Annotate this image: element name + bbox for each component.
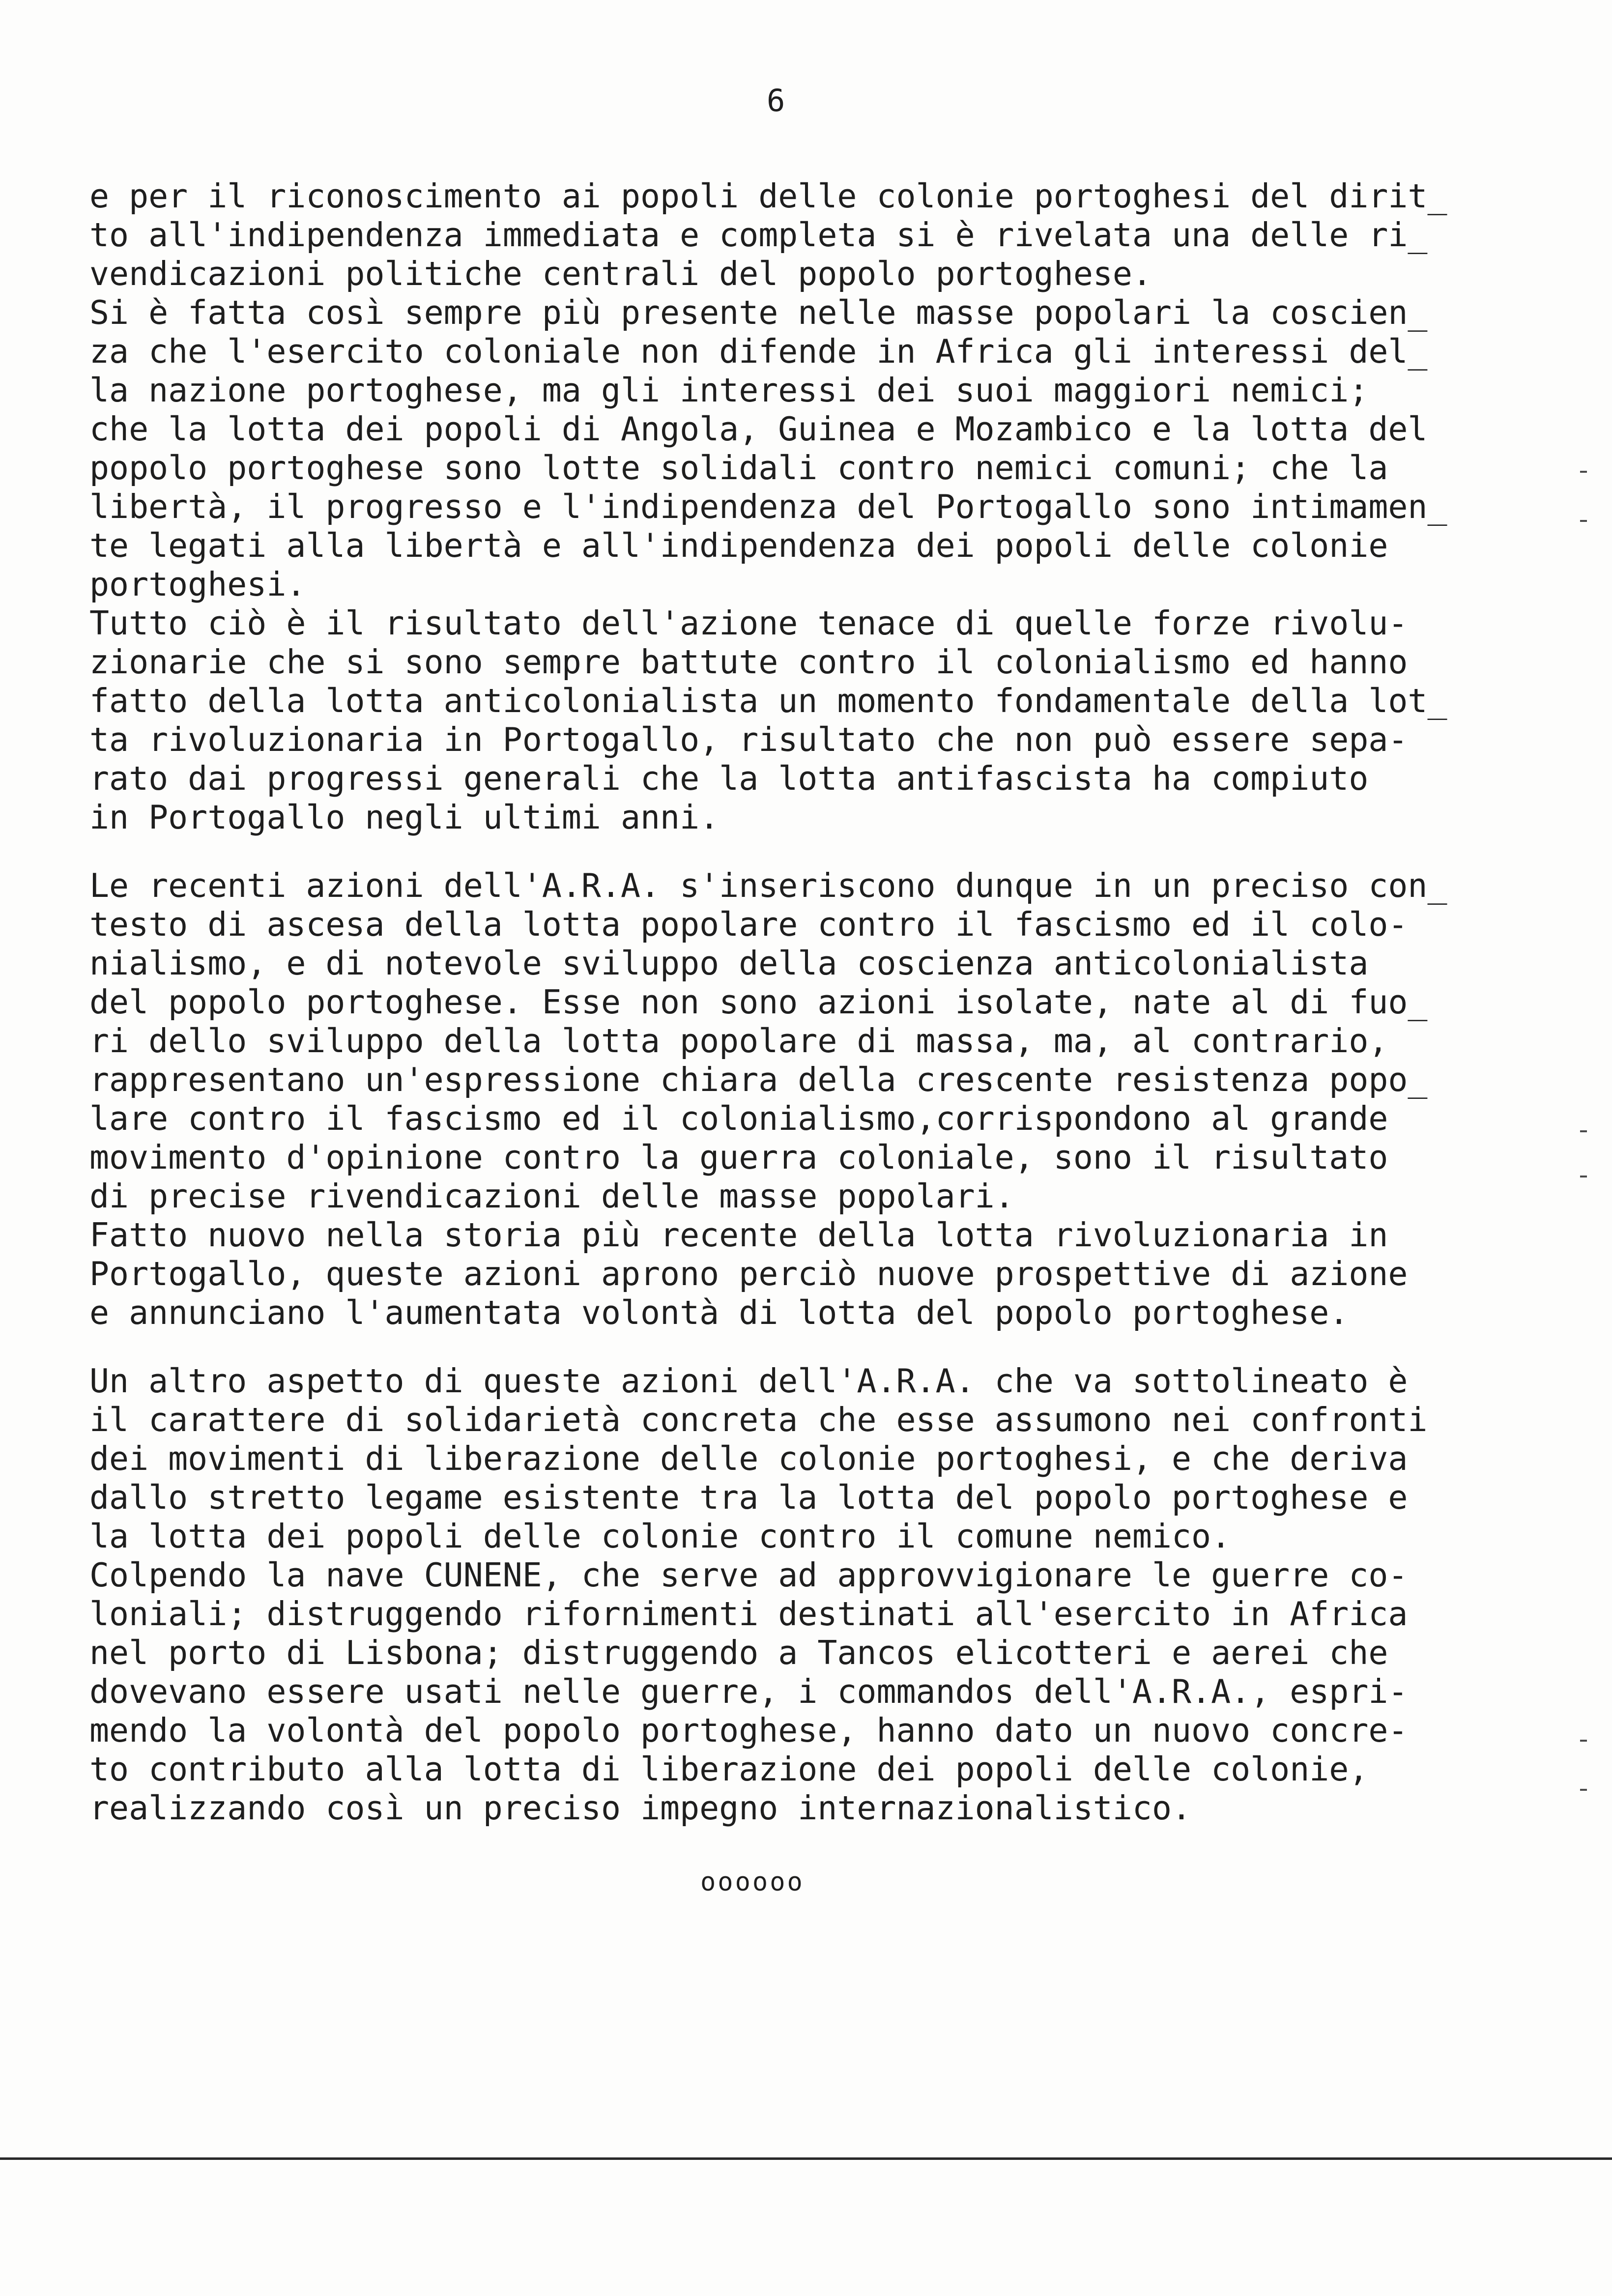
paragraph-gap	[89, 837, 1495, 866]
page-number: 6	[767, 83, 785, 118]
text-line: del popolo portoghese. Esse non sono azioni isolate, nate al di fuo_	[89, 983, 1428, 1021]
text-line: ta rivoluzionaria in Portogallo, risultato che non può essere sepa-	[89, 720, 1408, 759]
text-line: in Portogallo negli ultimi anni.	[89, 798, 720, 836]
body-text	[89, 177, 1495, 1828]
paragraph-gap	[89, 1332, 1495, 1362]
text-line: za che l'esercito coloniale non difende in Africa gli interessi del_	[89, 332, 1428, 371]
text-line: che la lotta dei popoli di Angola, Guinea e Mozambico e la lotta del	[89, 410, 1428, 448]
text-line: testo di ascesa della lotta popolare contro il fascismo ed il colo-	[89, 905, 1408, 944]
text-line: la lotta dei popoli delle colonie contro il comune nemico.	[89, 1517, 1231, 1555]
text-line: Portogallo, queste azioni aprono perciò nuove prospettive di azione	[89, 1255, 1408, 1293]
text-line: dallo stretto legame esistente tra la lotta del popolo portoghese e	[89, 1478, 1408, 1517]
text-line: to contributo alla lotta di liberazione dei popoli delle colonie,	[89, 1750, 1369, 1788]
text-line: popolo portoghese sono lotte solidali contro nemici comuni; che la	[89, 449, 1388, 487]
text-line: Un altro aspetto di queste azioni dell'A.R.A. che va sottolineato è	[89, 1362, 1408, 1400]
text-line: la nazione portoghese, ma gli interessi dei suoi maggiori nemici;	[89, 371, 1369, 409]
margin-mark	[1580, 520, 1587, 522]
text-line: libertà, il progresso e l'indipendenza del Portogallo sono intimamen_	[89, 488, 1447, 526]
text-line: fatto della lotta anticolonialista un momento fondamentale della lot_	[89, 682, 1447, 720]
text-line: to all'indipendenza immediata e completa si è rivelata una delle ri_	[89, 216, 1428, 254]
paragraph-3	[89, 1362, 1495, 1828]
text-line: lare contro il fascismo ed il colonialismo,corrispondono al grande	[89, 1099, 1388, 1138]
text-line: Si è fatta così sempre più presente nelle masse popolari la coscien_	[89, 293, 1428, 332]
section-end-mark: oooooo	[700, 1867, 805, 1897]
margin-mark	[1580, 1130, 1587, 1132]
margin-mark	[1580, 471, 1587, 473]
text-line: Le recenti azioni dell'A.R.A. s'inseriscono dunque in un preciso con_	[89, 866, 1447, 905]
paragraph-2	[89, 866, 1495, 1332]
text-line: ri dello sviluppo della lotta popolare di massa, ma, al contrario,	[89, 1022, 1388, 1060]
text-line: e per il riconoscimento ai popoli delle colonie portoghesi del dirit_	[89, 177, 1447, 215]
text-line: vendicazioni politiche centrali del popolo portoghese.	[89, 255, 1152, 293]
text-line: te legati alla libertà e all'indipendenza dei popoli delle colonie	[89, 526, 1388, 565]
text-line: zionarie che si sono sempre battute contro il colonialismo ed hanno	[89, 643, 1408, 681]
text-line: mendo la volontà del popolo portoghese, hanno dato un nuovo concre-	[89, 1711, 1408, 1750]
text-line: rappresentano un'espressione chiara della crescente resistenza popo_	[89, 1061, 1428, 1099]
text-line: Fatto nuovo nella storia più recente della lotta rivoluzionaria in	[89, 1216, 1388, 1254]
text-line: nel porto di Lisbona; distruggendo a Tancos elicotteri e aerei che	[89, 1634, 1388, 1672]
text-line: nialismo, e di notevole sviluppo della coscienza anticolonialista	[89, 944, 1369, 982]
text-line: il carattere di solidarietà concreta che esse assumono nei confronti	[89, 1401, 1428, 1439]
text-line: e annunciano l'aumentata volontà di lotta del popolo portoghese.	[89, 1293, 1349, 1332]
text-line: realizzando così un preciso impegno internazionalistico.	[89, 1789, 1192, 1827]
text-line: Tutto ciò è il risultato dell'azione tenace di quelle forze rivolu-	[89, 604, 1408, 642]
margin-mark	[1580, 1176, 1587, 1177]
paragraph-1	[89, 177, 1495, 837]
text-line: rato dai progressi generali che la lotta antifascista ha compiuto	[89, 759, 1369, 798]
margin-mark	[1580, 1740, 1587, 1742]
text-line: movimento d'opinione contro la guerra coloniale, sono il risultato	[89, 1138, 1388, 1177]
text-line: loniali; distruggendo rifornimenti destinati all'esercito in Africa	[89, 1595, 1408, 1633]
bottom-rule	[0, 2157, 1612, 2160]
text-line: Colpendo la nave CUNENE, che serve ad approvvigionare le guerre co-	[89, 1556, 1408, 1594]
text-line: di precise rivendicazioni delle masse popolari.	[89, 1177, 1014, 1215]
text-line: portoghesi.	[89, 565, 306, 603]
text-line: dei movimenti di liberazione delle colonie portoghesi, e che deriva	[89, 1439, 1408, 1478]
margin-mark	[1580, 1789, 1587, 1791]
text-line: dovevano essere usati nelle guerre, i commandos dell'A.R.A., espri-	[89, 1672, 1408, 1711]
